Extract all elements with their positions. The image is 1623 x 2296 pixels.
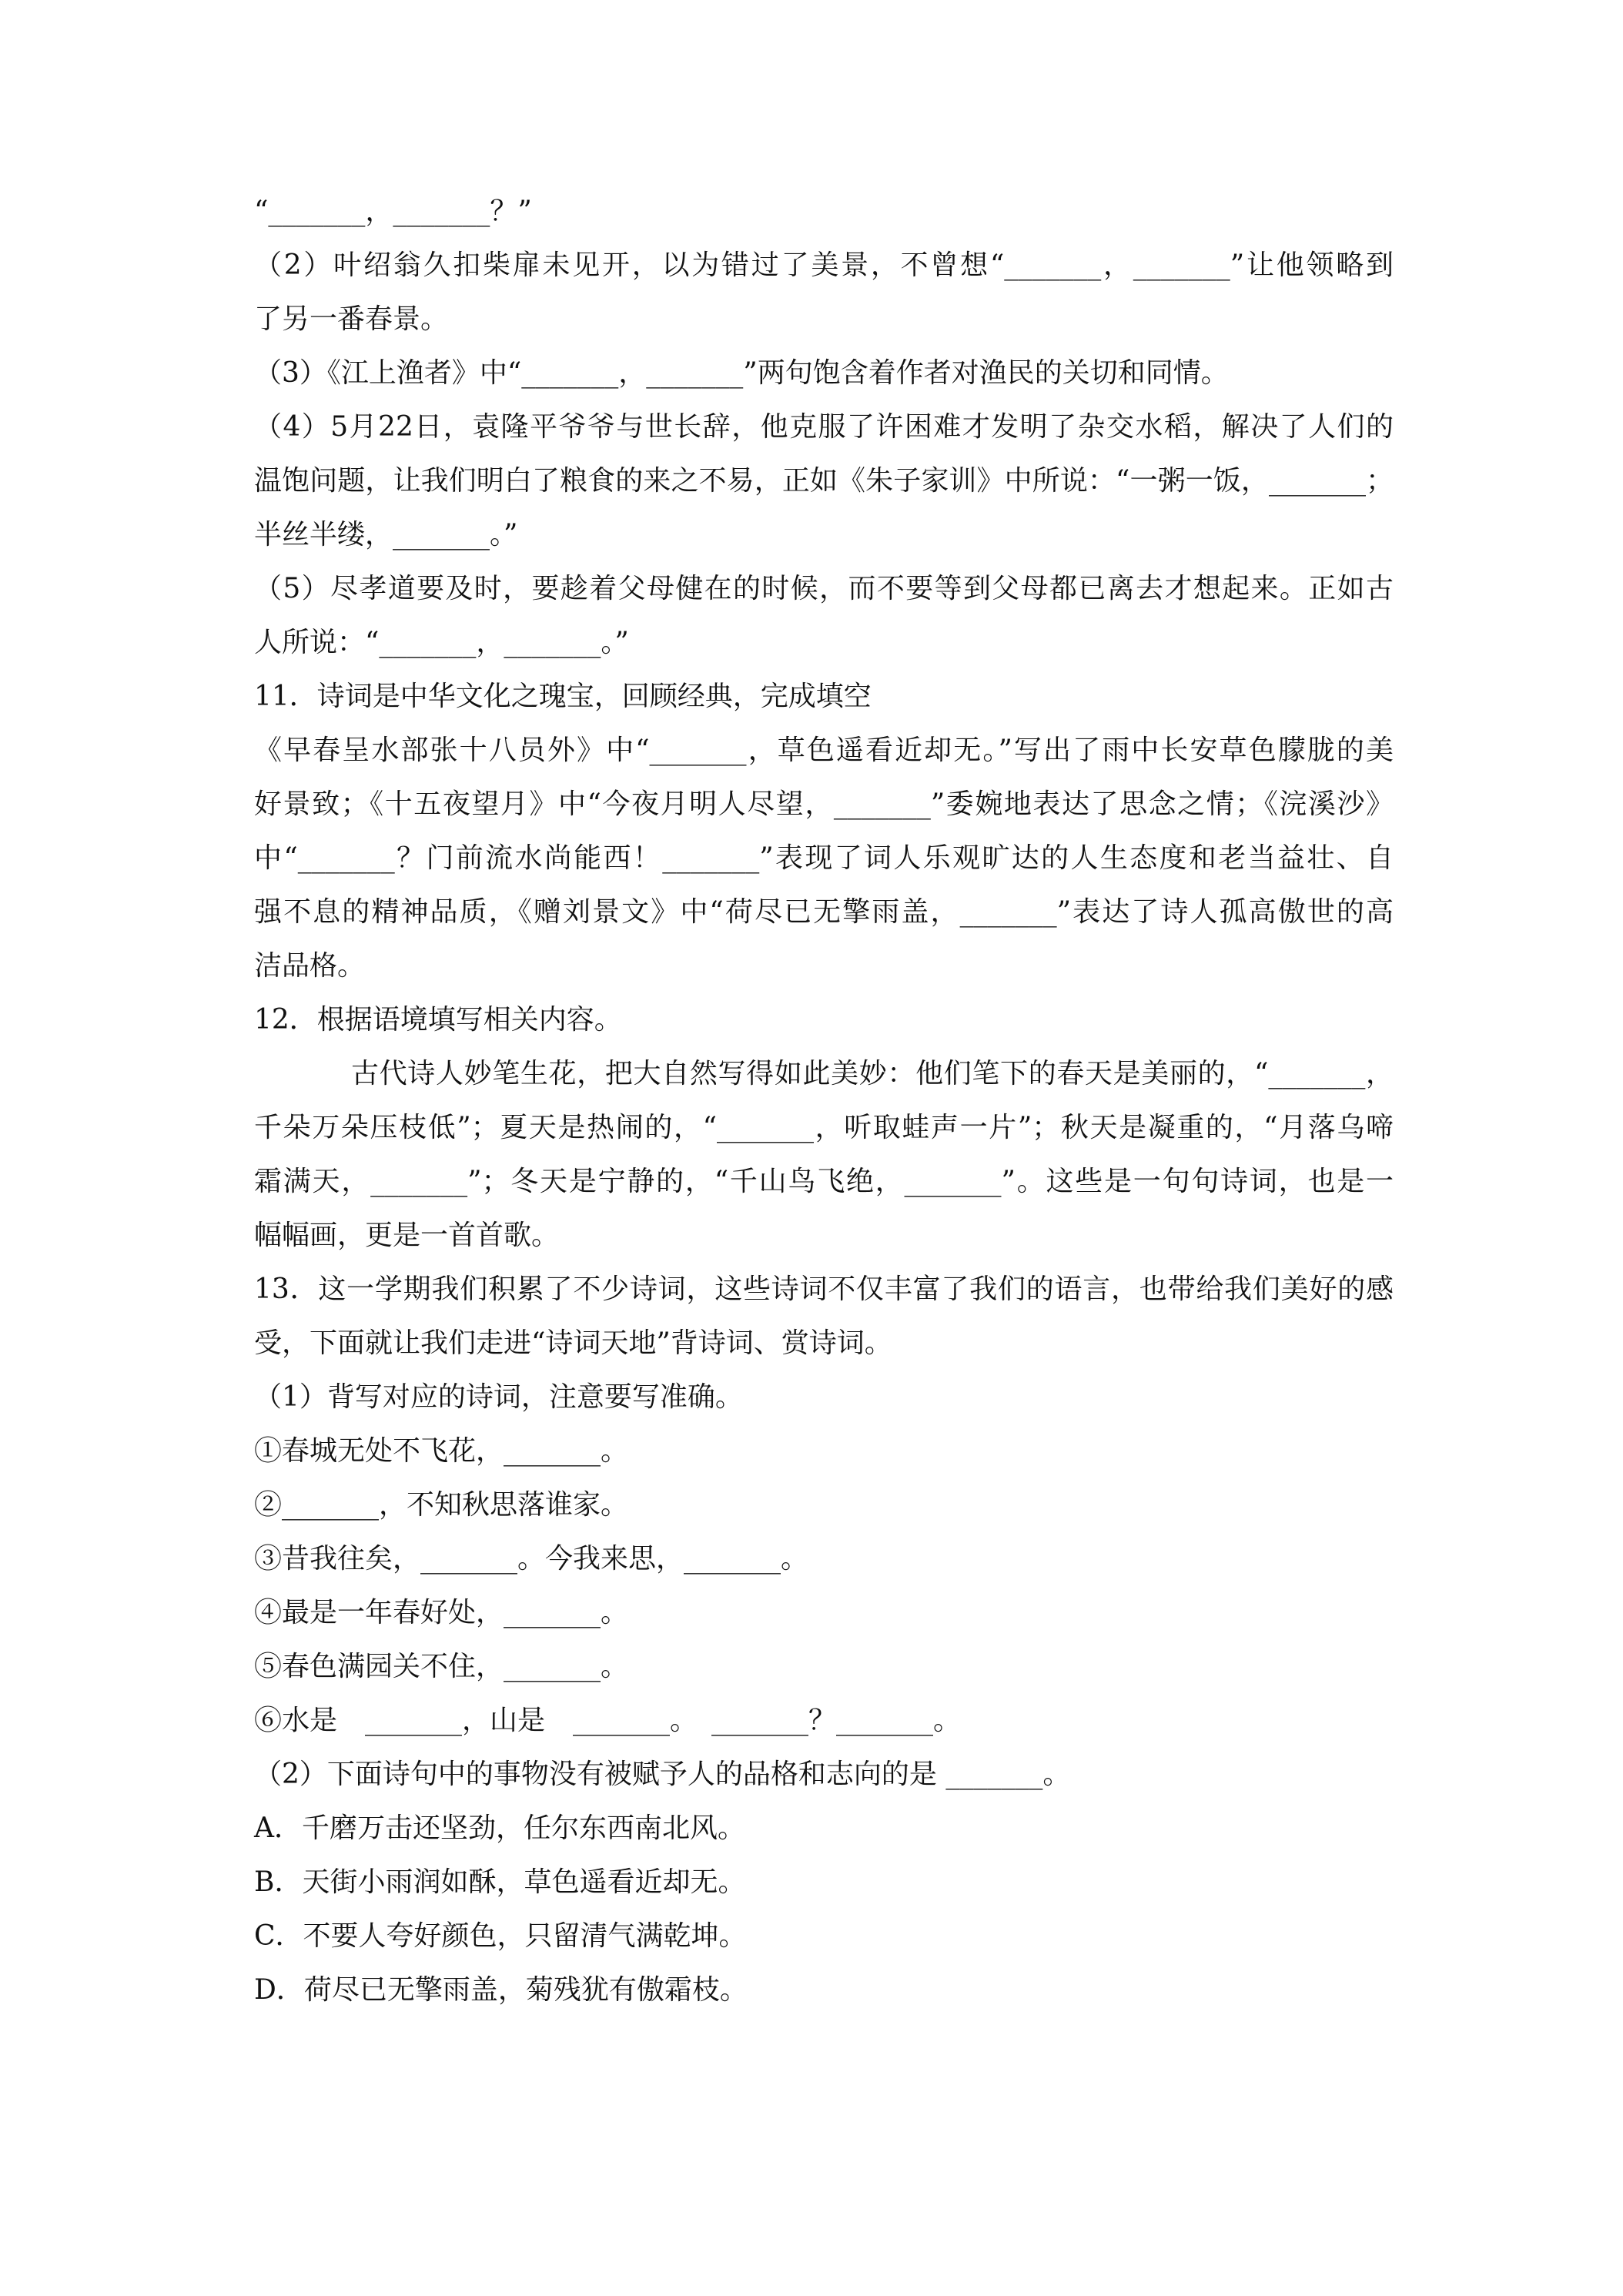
page-content: [254, 185, 1394, 2017]
text-line: 《早春呈水部张十八员外》中“_______，草色遥看近却无。”写出了雨中长安草色朦胧的美: [254, 735, 1394, 766]
text-line: 霜满天，_______”；冬天是宁静的，“千山鸟飞绝，_______”。这些是一句句诗词，也是一: [254, 1166, 1394, 1197]
text-line: 好景致；《十五夜望月》中“今夜月明人尽望，_______”委婉地表达了思念之情；《浣溪沙》: [254, 788, 1394, 820]
text-line: ⑥水是 _______，山是 _______。 _______？_______。: [254, 1705, 962, 1736]
text-line: ⑤春色满园关不住，_______。: [254, 1651, 629, 1682]
choice-option-d: D．荷尽已无擎雨盖，菊残犹有傲霜枝。: [254, 1974, 748, 2006]
choice-option-c: C．不要人夸好颜色，只留清气满乾坤。: [254, 1920, 747, 1952]
question-heading: 11．诗词是中华文化之瑰宝，回顾经典，完成填空: [254, 681, 872, 712]
text-line: （5）尽孝道要及时，要趁着父母健在的时候，而不要等到父母都已离去才想起来。正如古: [254, 573, 1394, 604]
text-line: （1）背写对应的诗词，注意要写准确。: [254, 1381, 743, 1413]
text-line: （4）5月22日，袁隆平爷爷与世长辞，他克服了许困难才发明了杂交水稻，解决了人们的: [254, 411, 1394, 443]
text-line: 古代诗人妙笔生花，把大自然写得如此美妙：他们笔下的春天是美丽的，“_______，: [351, 1058, 1394, 1089]
text-line: 人所说：“_______，_______。”: [254, 627, 629, 658]
text-line: 幅幅画，更是一首首歌。: [254, 1220, 560, 1251]
text-line: （3）《江上渔者》中“_______，_______”两句饱含着作者对渔民的关切和同情。: [254, 357, 1229, 389]
text-line: （2）下面诗句中的事物没有被赋予人的品格和志向的是 _______。: [254, 1759, 1071, 1790]
text-line: ①春城无处不飞花，_______。: [254, 1435, 629, 1467]
text-line: （2）叶绍翁久扣柴扉未见开，以为错过了美景，不曾想“_______，_______”让他领略到: [254, 249, 1394, 281]
text-line: 受，下面就让我们走进“诗词天地”背诗词、赏诗词。: [254, 1327, 892, 1359]
text-line: 半丝半缕，_______。”: [254, 519, 518, 551]
text-line: 千朵万朵压枝低”；夏天是热闹的，“_______，听取蛙声一片”；秋天是凝重的，“月落乌啼: [254, 1112, 1394, 1143]
text-line: 中“_______？门前流水尚能西！_______”表现了词人乐观旷达的人生态度和老当益壮、自: [254, 842, 1394, 874]
choice-option-a: A．千磨万击还坚劲，任尔东西南北风。: [254, 1812, 745, 1844]
text-line: “_______，_______？”: [254, 196, 532, 227]
text-line: 强不息的精神品质，《赠刘景文》中“荷尽已无擎雨盖，_______”表达了诗人孤高傲世的高: [254, 896, 1394, 928]
question-heading: 13．这一学期我们积累了不少诗词，这些诗词不仅丰富了我们的语言，也带给我们美好的感: [254, 1274, 1394, 1305]
text-line: 洁品格。: [254, 950, 366, 982]
text-line: ③昔我往矣，_______。今我来思，_______。: [254, 1543, 809, 1575]
question-heading: 12．根据语境填写相关内容。: [254, 1004, 622, 1036]
text-line: ④最是一年春好处，_______。: [254, 1597, 629, 1628]
text-line: 了另一番春景。: [254, 303, 449, 335]
text-line: 温饱问题，让我们明白了粮食的来之不易，正如《朱子家训》中所说：“一粥一饭，_______；: [254, 465, 1394, 497]
choice-option-b: B．天街小雨润如酥，草色遥看近却无。: [254, 1866, 746, 1898]
text-line: ②_______，不知秋思落谁家。: [254, 1489, 629, 1521]
